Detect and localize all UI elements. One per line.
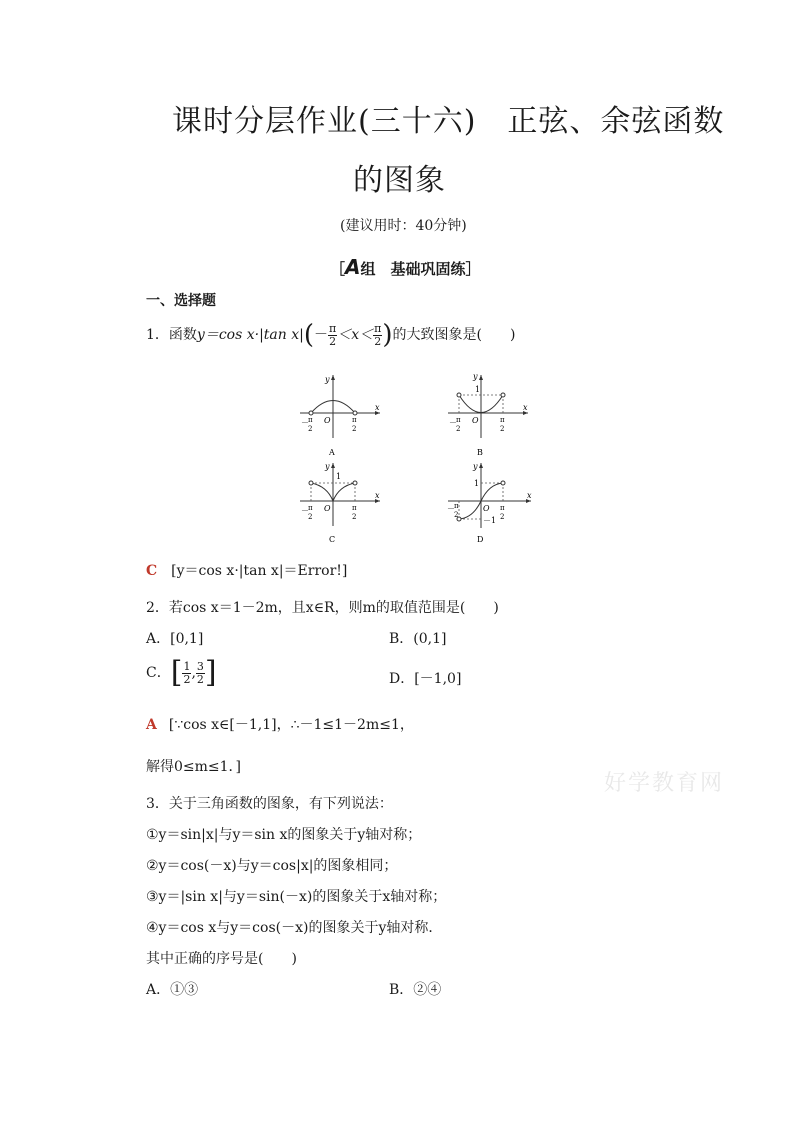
page-title: 课时分层作业(三十六) 正弦、余弦函数 [172,104,725,139]
graph-c-x-label: x [375,491,380,500]
question-2: 2．若cos x＝1－2m，且x∈R，则m的取值范围是( ) [146,600,499,616]
graph-d-tick-pi-left: π [454,502,459,510]
q2-answer-letter: A [146,717,157,733]
q2-option-a: A．[0,1] [146,631,204,647]
graph-a-y-arrow [331,375,335,380]
graph-b-open-point-left [457,393,461,397]
graph-b-one: 1 [475,385,481,394]
graph-d-tick-pi-right: π [500,504,505,512]
graph-b-x-label: x [523,403,528,412]
group-text: 组 基础巩固练 [360,260,466,278]
graph-d-caption: D [477,535,484,544]
q2-answer-line2: 解得0≤m≤1．] [146,759,242,775]
question-1 [146,322,515,348]
graph-d-y-label: y [473,462,478,471]
q1-pi-right: π [374,321,382,335]
q2-option-c-bracket-close: ] [204,655,217,690]
graph-b-caption: B [477,448,483,457]
graph-a-origin: O [324,416,331,425]
graph-b-tick-pi-right: π [500,416,505,424]
graph-d-tick-minus: － [447,504,455,513]
q1-answer-letter: C [146,563,158,579]
graph-c-open-point-right [353,481,357,485]
q2-option-c [146,655,217,690]
graph-a-tick-two-right: 2 [352,425,357,433]
q3-option-a: A．①③ [146,982,199,998]
q1-answer-text: [y＝cos x·|tan x|＝Error!] [171,563,348,579]
graph-d-neg-one: －1 [483,516,497,525]
graph-a [295,370,385,460]
group-heading [330,255,481,279]
graph-a-y-label: y [325,375,330,384]
bracket-open: ［ [330,260,346,278]
q1-ineq: ＜x＜ [337,327,374,343]
q3-statement-2: ②y＝cos(－x)与y＝cos|x|的图象相同； [146,858,398,874]
q1-pi-left: π [329,321,337,335]
q2-option-c-d2: 2 [196,672,204,686]
q1-two-left: 2 [329,334,337,348]
q1-frac-left [328,323,337,348]
graph-d [443,458,538,548]
group-letter: A [345,255,361,279]
question-3: 3．关于三角函数的图象，有下列说法： [146,796,393,812]
q1-paren-close: ) [382,320,393,350]
q3-statement-3: ③y＝|sin x|与y＝sin(－x)的图象关于x轴对称； [146,889,447,905]
q3-ask: 其中正确的序号是( ) [146,951,297,967]
graph-c-caption: C [329,535,336,544]
graph-c-one: 1 [336,472,342,481]
time-note: (建议用时：40分钟) [340,218,467,234]
page-title-line2: 的图象 [353,163,446,198]
graph-b-tick-two-right: 2 [500,425,505,433]
bracket-close: ］ [465,260,481,278]
graph-a-tick-minus: － [301,418,309,427]
graph-a-tick-two-left: 2 [308,425,313,433]
graph-b-tick-minus: － [449,418,457,427]
graph-b-y-label: y [473,372,478,381]
graph-a-open-point-left [309,411,313,415]
q2-option-c-n1: 1 [183,659,191,673]
q1-frac-right [373,323,382,348]
q2-option-c-bracket-open: [ [170,655,183,690]
graph-c-open-point-left [309,481,313,485]
graph-b-tick-two-left: 2 [456,425,461,433]
q2-answer-line1: [∵cos x∈[－1,1]，∴－1≤1－2m≤1， [168,717,414,733]
graph-a-open-point-right [353,411,357,415]
graph-a-tick-pi-right: π [352,416,357,424]
q2-option-c-comma: , [191,665,196,681]
q3-statement-4: ④y＝cos x与y＝cos(－x)的图象关于y轴对称． [146,920,443,936]
q2-option-d: D．[－1,0] [389,671,462,687]
graph-c [295,458,385,548]
q2-option-c-label: C． [146,665,171,681]
graph-c-y-label: y [325,462,330,471]
graph-c-y-arrow [331,463,335,468]
q1-answer [146,560,347,580]
graph-c-tick-pi-left: π [308,504,313,512]
graph-b-tick-pi-left: π [456,416,461,424]
graph-a-caption: A [329,448,335,457]
graph-a-tick-pi-left: π [308,416,313,424]
graph-d-tick-two-left: 2 [454,511,459,519]
q2-option-c-n2: 3 [196,659,204,673]
graph-b [443,370,533,460]
q1-paren-open: ( [303,320,315,350]
q2-option-b: B．(0,1] [389,631,447,647]
graph-b-origin: O [472,416,479,425]
graph-d-y-arrow [479,463,483,468]
q2-answer [146,714,414,734]
graph-d-x-label: x [527,491,532,500]
graph-d-origin: O [483,504,490,513]
q1-suffix: 的大致图象是( ) [392,327,516,343]
graph-c-tick-two-right: 2 [352,513,357,521]
q1-two-right: 2 [374,334,382,348]
q3-statement-1: ①y＝sin|x|与y＝sin x的图象关于y轴对称； [146,827,422,843]
graph-b-y-arrow [479,375,483,380]
section-heading: 一、选择题 [146,293,216,309]
graph-c-origin: O [324,504,331,513]
graph-d-open-point-right [501,481,505,485]
graph-b-open-point-right [501,393,505,397]
graph-c-tick-two-left: 2 [308,513,313,521]
graph-c-tick-minus: － [301,506,309,515]
graph-d-tick-two-right: 2 [500,513,505,521]
watermark: 好学教育网 [604,771,725,796]
q2-option-c-frac2 [196,661,205,686]
q2-option-c-d1: 2 [183,672,191,686]
q1-expr: y＝cos x·|tan x| [196,327,304,343]
graph-d-one: 1 [474,479,480,488]
q3-option-b: B．②④ [389,982,442,998]
q1-minus: － [314,327,329,343]
q1-prefix: 1．函数 [146,327,197,343]
graph-c-tick-pi-right: π [352,504,357,512]
graph-a-x-label: x [375,403,380,412]
